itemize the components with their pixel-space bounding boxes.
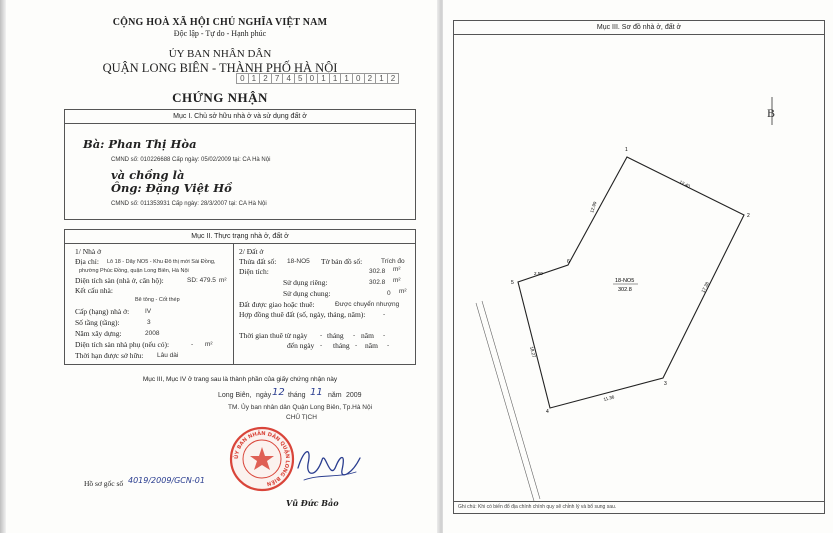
edge-length: 2.50 <box>534 271 543 276</box>
year-built-label: Năm xây dựng: <box>75 329 122 338</box>
land-origin-label: Đất được giao hoặc thuê: <box>239 300 315 309</box>
signing-month-label: tháng <box>288 392 306 399</box>
edge-length: 17.38 <box>700 281 710 294</box>
nation-motto: Độc lập - Tự do - Hạnh phúc <box>173 29 267 38</box>
handwritten-signature <box>294 438 364 493</box>
serial-digit: 0 <box>352 73 365 84</box>
structure-label: Kết cấu nhà: <box>75 286 113 295</box>
house-title: 1/ Nhà ở <box>75 247 102 256</box>
private-use-unit: m² <box>393 277 401 284</box>
structure-value: Bê tông - Cốt thép <box>135 297 180 303</box>
year-built-value: 2008 <box>145 330 160 337</box>
house-address-value: Lô 18 - Dãy NO5 - Khu Đô thị mới Sài Đồng, <box>107 259 216 265</box>
parcel-number-value: 18-NO5 <box>287 258 310 265</box>
parcel-label: 18-NO5 <box>615 278 635 284</box>
signing-month: 11 <box>310 387 323 398</box>
signing-day: 12 <box>272 387 285 398</box>
land-area-value: 302.8 <box>369 268 386 275</box>
floor-area-unit: m² <box>219 277 227 284</box>
site-plan-drawing <box>454 21 826 515</box>
section-map-heading: Mục III. Sơ đồ nhà ở, đất ở <box>454 21 824 35</box>
vertex-label: 1 <box>625 147 628 153</box>
grade-label: Cấp (hạng) nhà ở: <box>75 307 130 316</box>
owner2-id: CMND số: 011353931 Cấp ngày: 28/3/2007 tại: CA Hà Nội <box>111 201 267 207</box>
aux-area-label: Diện tích sàn nhà phụ (nếu có): <box>75 340 170 349</box>
serial-digit: 2 <box>387 73 400 84</box>
serial-digit: 2 <box>259 73 272 84</box>
aux-area-value: - <box>191 341 194 348</box>
serial-digit: 1 <box>329 73 342 84</box>
signing-year-label: năm <box>328 392 342 399</box>
private-use-value: 302.8 <box>369 279 386 286</box>
edge-length: 12.90 <box>589 201 598 214</box>
serial-digit: 5 <box>294 73 307 84</box>
seal-lettering: ỦY BAN NHÂN DÂN QUẬN LONG BIÊN <box>233 430 291 487</box>
lease-from-year-label: năm <box>361 331 374 340</box>
column-divider <box>233 244 234 365</box>
lease-contract-label: Hợp đồng thuê đất (số, ngày, tháng, năm): <box>239 310 366 319</box>
lease-to-year: - <box>387 342 390 349</box>
signing-place: Long Biên, <box>218 392 252 399</box>
floors-value: 3 <box>147 319 151 326</box>
ownership-term-label: Thời hạn được sở hữu: <box>75 351 144 360</box>
private-use-label: Sử dụng riêng: <box>283 278 328 287</box>
edge-length: 11.36 <box>602 394 615 402</box>
serial-digit: 0 <box>306 73 319 84</box>
spouse-label: và chồng là <box>111 168 185 182</box>
lease-to-year-label: năm <box>365 341 378 350</box>
map-sheet-label: Tờ bản đồ số: <box>321 257 363 266</box>
records-label: Hồ sơ gốc số <box>84 479 124 488</box>
section-owners <box>64 109 416 220</box>
lease-from-day: - <box>320 332 323 339</box>
land-origin-value: Được chuyển nhượng <box>335 301 400 308</box>
vertex-label: 5 <box>511 280 514 286</box>
lease-from-year: - <box>383 332 386 339</box>
lease-to-label: đến ngày <box>287 341 315 350</box>
vertex-label: 3 <box>664 381 667 387</box>
certificate-title: CHỨNG NHẬN <box>172 90 268 105</box>
house-address-value-2: phường Phúc Đồng, quận Long Biên, Hà Nội <box>79 268 189 274</box>
lease-from-month: - <box>353 332 356 339</box>
signing-authority: TM. Ủy ban nhân dân Quận Long Biên, Tp.Hà Nội <box>228 404 373 411</box>
adjacent-road-line <box>482 301 540 499</box>
land-area-label: Diện tích: <box>239 267 269 276</box>
vertex-label: 2 <box>747 213 750 219</box>
certificate-serial-number <box>236 73 398 84</box>
serial-digit: 7 <box>271 73 284 84</box>
serial-digit: 4 <box>282 73 295 84</box>
section-property-heading: Mục II. Thực trạng nhà ở, đất ở <box>65 230 415 244</box>
section-property-status <box>64 229 416 365</box>
owner1-id: CMND số: 010226688 Cấp ngày: 05/02/2009 tại: CA Hà Nội <box>111 157 271 163</box>
lease-from-label: Thời gian thuê từ ngày <box>239 331 308 340</box>
floors-label: Số tầng (tầng): <box>75 318 120 327</box>
floor-area-value: SD: 479.5 <box>187 277 216 284</box>
serial-digit: 1 <box>375 73 388 84</box>
district-heading: QUẬN LONG BIÊN - THÀNH PHỐ HÀ NỘI <box>102 61 338 75</box>
serial-digit: 0 <box>236 73 249 84</box>
signing-role: CHỦ TỊCH <box>286 414 317 421</box>
council-heading: ỦY BAN NHÂN DÂN <box>168 48 272 60</box>
common-use-label: Sử dụng chung: <box>283 289 331 298</box>
serial-digit: 1 <box>340 73 353 84</box>
continuation-note: Mục III, Mục IV ở trang sau là thành phần của giấy chứng nhận này <box>142 376 338 383</box>
page-edge-shadow <box>0 0 6 533</box>
edge-length: 12.40 <box>678 179 691 189</box>
signer-name: Vũ Đức Bảo <box>286 498 339 508</box>
land-title: 2/ Đất ở <box>239 247 264 256</box>
floor-area-label: Diện tích sàn (nhà ở, căn hộ): <box>75 276 164 285</box>
signing-day-label: ngày <box>256 392 272 399</box>
lease-to-day: - <box>320 342 323 349</box>
lease-to-month: - <box>355 342 358 349</box>
aux-area-unit: m² <box>205 341 213 348</box>
vertex-label: 4 <box>546 409 549 415</box>
signing-year: 2009 <box>346 392 362 399</box>
owner1-name: Bà: Phan Thị Hòa <box>83 137 197 151</box>
lease-from-month-label: tháng <box>327 331 344 340</box>
vertex-label: 6 <box>567 259 570 265</box>
ownership-term-value: Lâu dài <box>157 352 179 359</box>
adjacent-road-line <box>476 303 534 501</box>
parcel-area: 302.8 <box>618 287 632 293</box>
edge-length: 18.27 <box>529 346 537 359</box>
map-sheet-value: Trích đo <box>381 258 405 265</box>
land-area-unit: m² <box>393 266 401 273</box>
nation-heading: CỘNG HOÀ XÃ HỘI CHỦ NGHĨA VIỆT NAM <box>112 17 328 28</box>
section-map <box>453 20 825 514</box>
common-use-unit: m² <box>399 288 407 295</box>
lease-to-month-label: tháng <box>333 341 350 350</box>
lease-contract-value: - <box>383 311 386 318</box>
common-use-value: 0 <box>387 290 391 297</box>
parcel-number-label: Thửa đất số: <box>239 257 277 266</box>
grade-value: IV <box>145 308 152 315</box>
records-number: 4019/2009/GCN-01 <box>128 476 205 485</box>
official-seal <box>228 425 296 493</box>
map-footnote: Ghi chú: Khi có biến đổ địa chính chính quy sẽ chỉnh lý và bổ sung sau. <box>454 501 824 513</box>
serial-digit: 1 <box>248 73 261 84</box>
serial-digit: 1 <box>317 73 330 84</box>
house-address-label: Địa chỉ: <box>75 257 99 266</box>
north-arrow-label: B <box>767 106 776 120</box>
section-owners-heading: Mục I. Chủ sở hữu nhà ở và sử dụng đất ở <box>65 110 415 124</box>
owner2-name: Ông: Đặng Việt Hồ <box>111 181 232 195</box>
serial-digit: 2 <box>364 73 377 84</box>
